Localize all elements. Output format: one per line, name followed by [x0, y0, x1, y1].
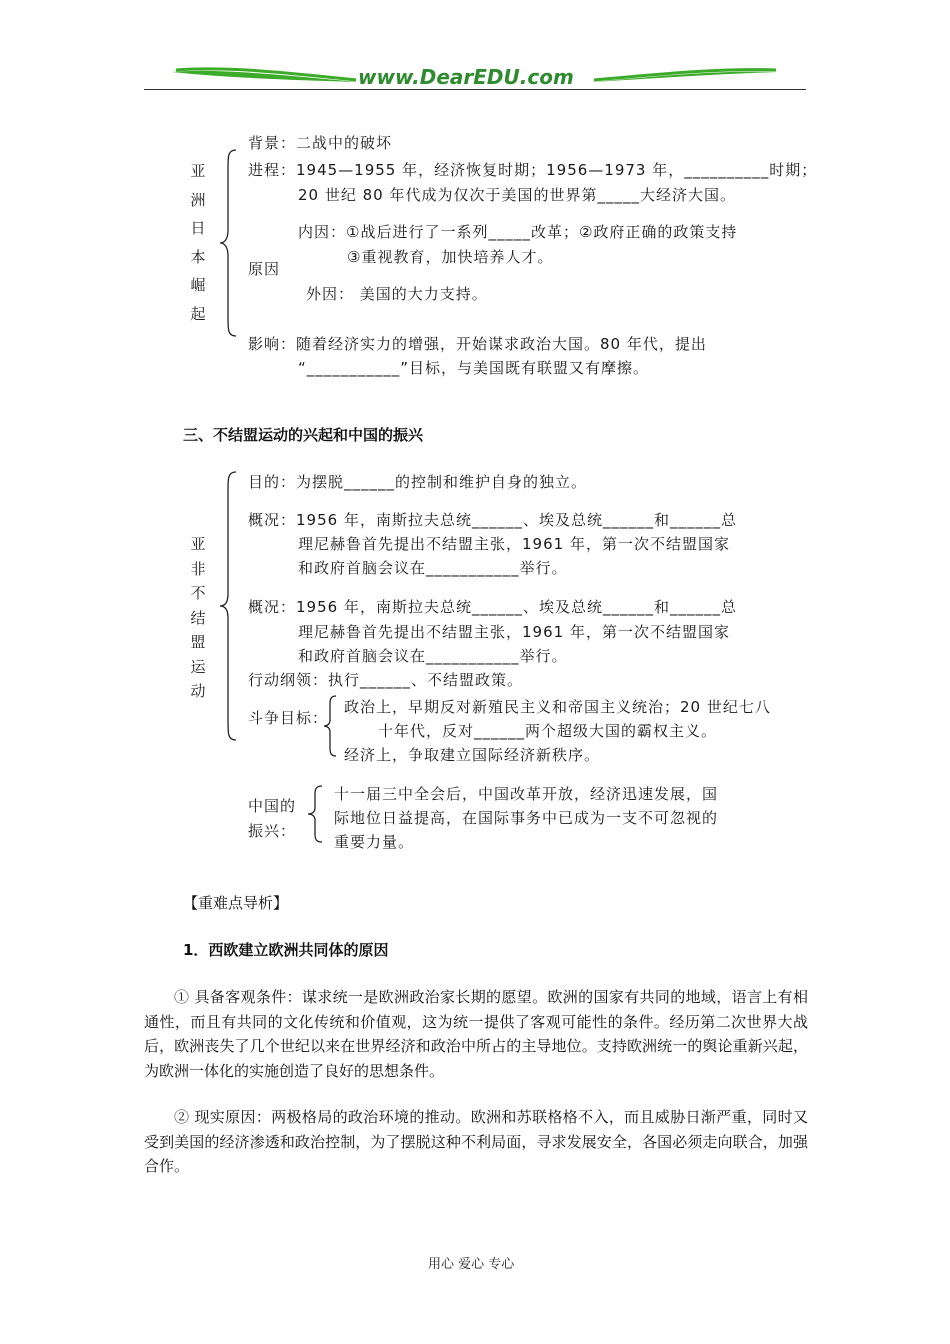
nonaligned-goal-1: 政治上，早期反对新殖民主义和帝国主义统治；20 世纪七八 [344, 698, 771, 716]
nonaligned-goal-2: 十年代，反对______两个超级大国的霸权主义。 [378, 722, 718, 740]
china-text-2: 际地位日益提高，在国际事务中已成为一支不可忽视的 [334, 809, 719, 827]
japan-internal-2: ③重视教育，加快培养人才。 [347, 248, 554, 266]
header-swoosh-right [590, 66, 780, 88]
japan-progress-2: 20 世纪 80 年代成为仅次于美国的世界第_____大经济大国。 [298, 186, 736, 204]
analysis-paragraph-1: ① 具备客观条件：谋求统一是欧洲政治家长期的愿望。欧洲的国家有共同的地域，语言上有相通性，而且有共同的文化传统和价值观，这为统一提供了客观可能性的条件。经历第二次世界大战后，欧洲丧失了几个世纪以来在世界经济和政治中所占的主导地位。支持欧洲统一的舆论重新兴起，为欧洲一体化的实施创造了良好的思想条件。 [144, 988, 808, 1081]
nonaligned-overview-a2: 理尼赫鲁首先提出不结盟主张，1961 年，第一次不结盟国家 [298, 535, 730, 553]
goal-brace [322, 694, 338, 758]
header-site: www.DearEDU.com [358, 65, 574, 89]
nonaligned-goal-3: 经济上，争取建立国际经济新秩序。 [344, 746, 601, 764]
japan-internal-1: 内因：①战后进行了一系列_____改革；②政府正确的政策支持 [298, 223, 738, 241]
japan-influence-1: 影响：随着经济实力的增强，开始谋求政治大国。80 年代，提出 [248, 335, 707, 353]
nonaligned-brace [218, 470, 240, 742]
japan-brace [218, 148, 240, 338]
nonaligned-overview-a1: 概况：1956 年，南斯拉夫总统______、埃及总统______和______总 [248, 511, 737, 529]
china-brace [306, 784, 324, 844]
china-label-2: 振兴： [248, 822, 297, 840]
page-footer: 用心 爱心 专心 [428, 1257, 515, 1272]
japan-background: 背景：二战中的破坏 [248, 134, 393, 152]
section-3-title: 三、不结盟运动的兴起和中国的振兴 [183, 426, 424, 444]
china-text-1: 十一届三中全会后，中国改革开放，经济迅速发展，国 [334, 785, 719, 803]
japan-vertical-label: 亚洲日本崛起 [190, 162, 206, 323]
nonaligned-overview-b2: 理尼赫鲁首先提出不结盟主张，1961 年，第一次不结盟国家 [298, 623, 730, 641]
analysis-paragraph-2: ② 现实原因：两极格局的政治环境的推动。欧洲和苏联格格不入，而且威胁日渐严重，同时又受到美国的经济渗透和政治控制，为了摆脱这种不利局面，寻求发展安全，各国必须走向联合，加强合作。 [144, 1108, 808, 1176]
japan-reason-label: 原因 [248, 260, 281, 278]
nonaligned-overview-b1: 概况：1956 年，南斯拉夫总统______、埃及总统______和______总 [248, 598, 737, 616]
nonaligned-program: 行动纲领：执行______、不结盟政策。 [248, 671, 524, 689]
nonaligned-overview-b3: 和政府首脑会议在___________举行。 [298, 647, 568, 665]
japan-external: 外因： 美国的大力支持。 [306, 285, 488, 303]
nonaligned-overview-a3: 和政府首脑会议在___________举行。 [298, 559, 568, 577]
analysis-subheading: 1．西欧建立欧洲共同体的原因 [183, 941, 389, 959]
japan-progress-1: 进程：1945—1955 年，经济恢复时期；1956—1973 年，__________时期； [248, 161, 818, 179]
china-label-1: 中国的 [248, 797, 297, 815]
japan-influence-2: “___________”目标，与美国既有联盟又有摩擦。 [298, 359, 650, 377]
nonaligned-goal-label: 斗争目标： [248, 709, 329, 727]
nonaligned-vertical-label: 亚非不结盟运动 [190, 535, 206, 700]
analysis-heading: 【重难点导析】 [183, 894, 289, 912]
nonaligned-purpose: 目的：为摆脱______的控制和维护自身的独立。 [248, 473, 588, 491]
china-text-3: 重要力量。 [334, 833, 415, 851]
header-swoosh-left [170, 66, 360, 88]
header-rule [144, 89, 806, 90]
